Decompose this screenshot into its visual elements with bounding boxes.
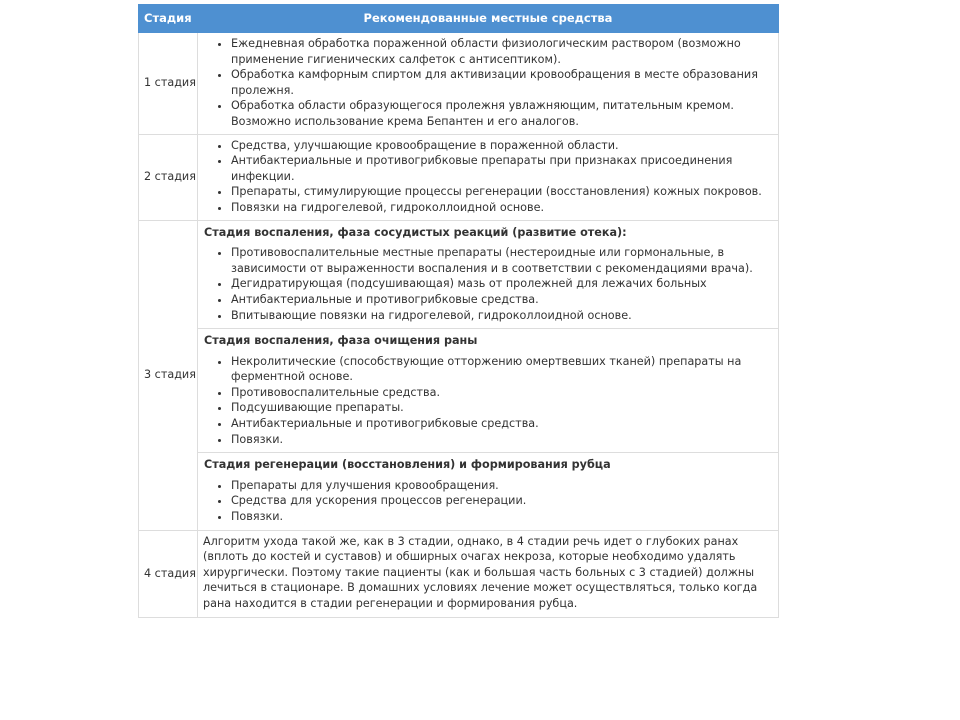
list-item: • Противовоспалительные средства. — [231, 385, 772, 401]
list-item: • Антибактериальные и противогрибковые средства. — [231, 416, 772, 432]
medications-cell — [198, 530, 779, 617]
stage-label: 3 стадия — [139, 220, 198, 530]
medications-cell — [198, 134, 779, 220]
medication-list — [204, 478, 772, 525]
list-item: • Некролитические (способствующие отторжению омертвевших тканей) препараты на ферментной основе. — [231, 354, 772, 385]
table-header-row — [139, 5, 779, 33]
list-item: • Средства, улучшающие кровообращение в пораженной области. — [231, 138, 772, 154]
subsection-cleansing-phase — [198, 329, 778, 453]
medication-list — [204, 245, 772, 323]
stage-label: 2 стадия — [139, 134, 198, 220]
list-item: • Подсушивающие препараты. — [231, 400, 772, 416]
treatment-table — [138, 4, 779, 618]
list-item: • Ежедневная обработка пораженной области физиологическим раствором (возможно применение гигиенических салфеток с антисептиком). — [231, 36, 772, 67]
medications-cell — [198, 220, 779, 530]
list-item: • Обработка камфорным спиртом для активизации кровообращения в месте образования пролежня. — [231, 67, 772, 98]
medication-list — [204, 138, 772, 216]
subsection-title: Стадия воспаления, фаза сосудистых реакций (развитие отека): — [204, 225, 627, 239]
table-row-stage-3 — [139, 220, 779, 530]
medication-list — [204, 354, 772, 448]
list-item: • Антибактериальные и противогрибковые средства. — [231, 292, 772, 308]
list-item: • Препараты для улучшения кровообращения. — [231, 478, 772, 494]
stage-4-description: Алгоритм ухода такой же, как в 3 стадии, однако, в 4 стадии речь идет о глубоких ранах (вплоть до костей и суставов) и обширных очагах некроза, которые необходимо удалять хирургически. Поэтому такие пациенты (как и большая часть больных с 3 стадией) должны лечиться в стационаре. В домашних условиях лечение может осуществляться, только когда рана находится в стадии регенерации и формирования рубца. — [203, 534, 758, 610]
list-item: • Повязки на гидрогелевой, гидроколлоидной основе. — [231, 200, 772, 216]
list-item: • Противовоспалительные местные препараты (нестероидные или гормональные, в зависимости от выраженности воспаления и в соответствии с рекомендациями врача). — [231, 245, 772, 276]
header-stage: Стадия — [139, 5, 198, 33]
table-row-stage-2 — [139, 134, 779, 220]
medications-cell — [198, 33, 779, 135]
list-item: • Дегидратирующая (подсушивающая) мазь от пролежней для лежачих больных — [231, 276, 772, 292]
list-item: • Препараты, стимулирующие процессы регенерации (восстановления) кожных покровов. — [231, 184, 772, 200]
stage-label: 4 стадия — [139, 530, 198, 617]
list-item: • Впитывающие повязки на гидрогелевой, гидроколлоидной основе. — [231, 308, 772, 324]
medication-list — [204, 36, 772, 130]
header-medications: Рекомендованные местные средства — [198, 5, 779, 33]
subsection-vascular-phase — [198, 221, 778, 330]
list-item: • Обработка области образующегося пролежня увлажняющим, питательным кремом. Возможно использование крема Бепантен и его аналогов. — [231, 98, 772, 129]
stage-label: 1 стадия — [139, 33, 198, 135]
subsection-regeneration — [198, 453, 778, 529]
list-item: • Повязки. — [231, 432, 772, 448]
subsection-title: Стадия воспаления, фаза очищения раны — [204, 334, 478, 348]
list-item: • Антибактериальные и противогрибковые препараты при признаках присоединения инфекции. — [231, 153, 772, 184]
table-row-stage-1 — [139, 33, 779, 135]
list-item: • Повязки. — [231, 509, 772, 525]
list-item: • Средства для ускорения процессов регенерации. — [231, 493, 772, 509]
subsection-title: Стадия регенерации (восстановления) и формирования рубца — [204, 458, 611, 472]
table-row-stage-4 — [139, 530, 779, 617]
